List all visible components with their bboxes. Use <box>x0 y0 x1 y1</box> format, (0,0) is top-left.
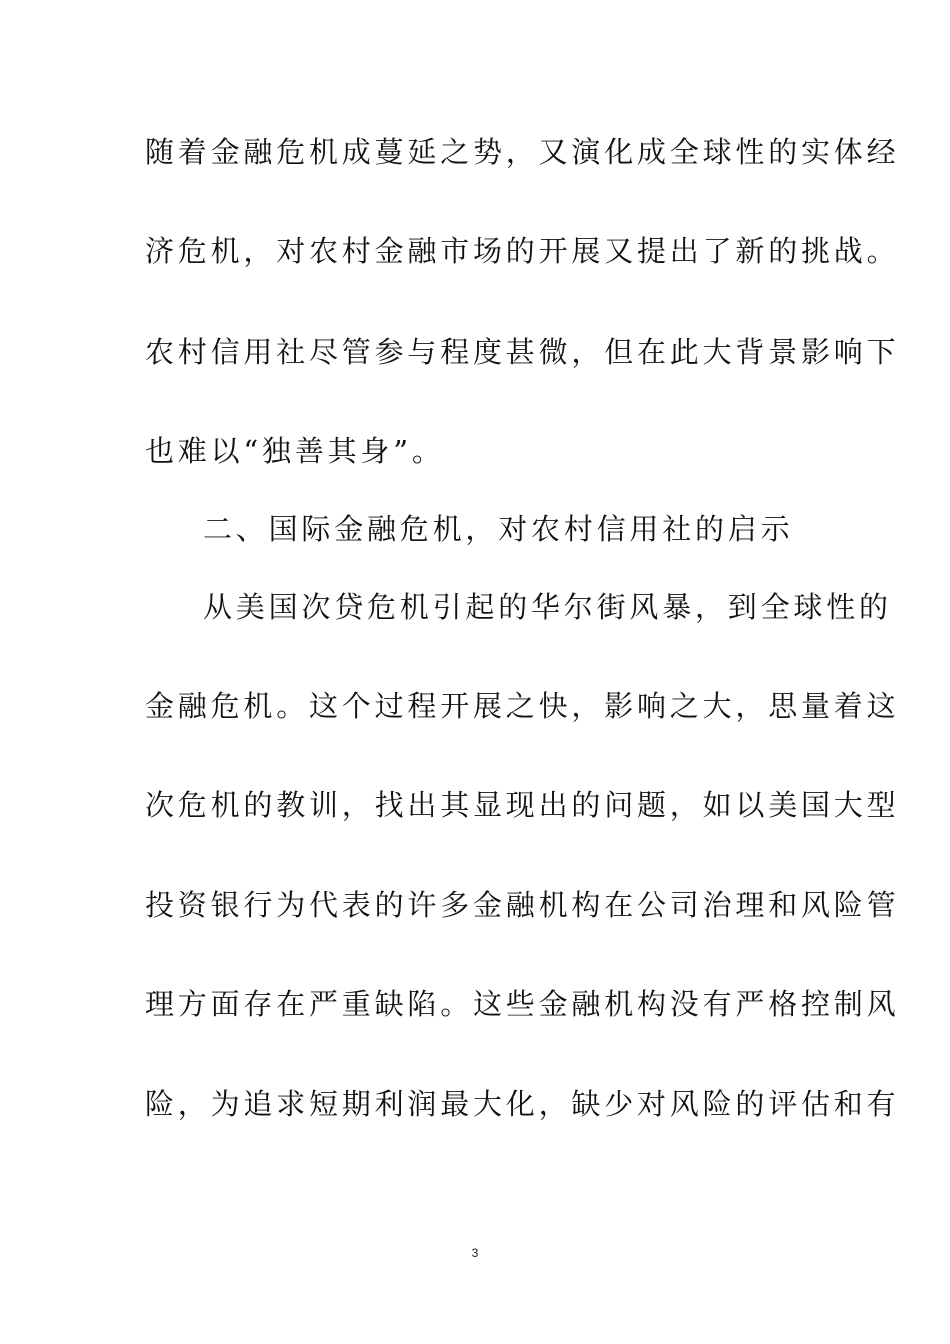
paragraph-line: 金融危机。这个过程开展之快，影响之大，思量着这 <box>145 689 900 723</box>
paragraph-line: 济危机，对农村金融市场的开展又提出了新的挑战。 <box>145 234 900 268</box>
section-heading: 二、国际金融危机，对农村信用社的启示 <box>203 512 794 546</box>
paragraph-line: 也难以“独善其身”。 <box>145 434 445 468</box>
paragraph-line: 随着金融危机成蔓延之势，又演化成全球性的实体经 <box>145 135 900 169</box>
paragraph-line: 次危机的教训，找出其显现出的问题，如以美国大型 <box>145 788 900 822</box>
paragraph-line: 从美国次贷危机引起的华尔街风暴，到全球性的 <box>203 590 892 624</box>
page-number: 3 <box>471 1246 479 1260</box>
paragraph-line: 险，为追求短期利润最大化，缺少对风险的评估和有 <box>145 1087 900 1121</box>
paragraph-line: 理方面存在严重缺陷。这些金融机构没有严格控制风 <box>145 987 900 1021</box>
paragraph-line: 农村信用社尽管参与程度甚微，但在此大背景影响下 <box>145 335 900 369</box>
paragraph-line: 投资银行为代表的许多金融机构在公司治理和风险管 <box>145 888 900 922</box>
